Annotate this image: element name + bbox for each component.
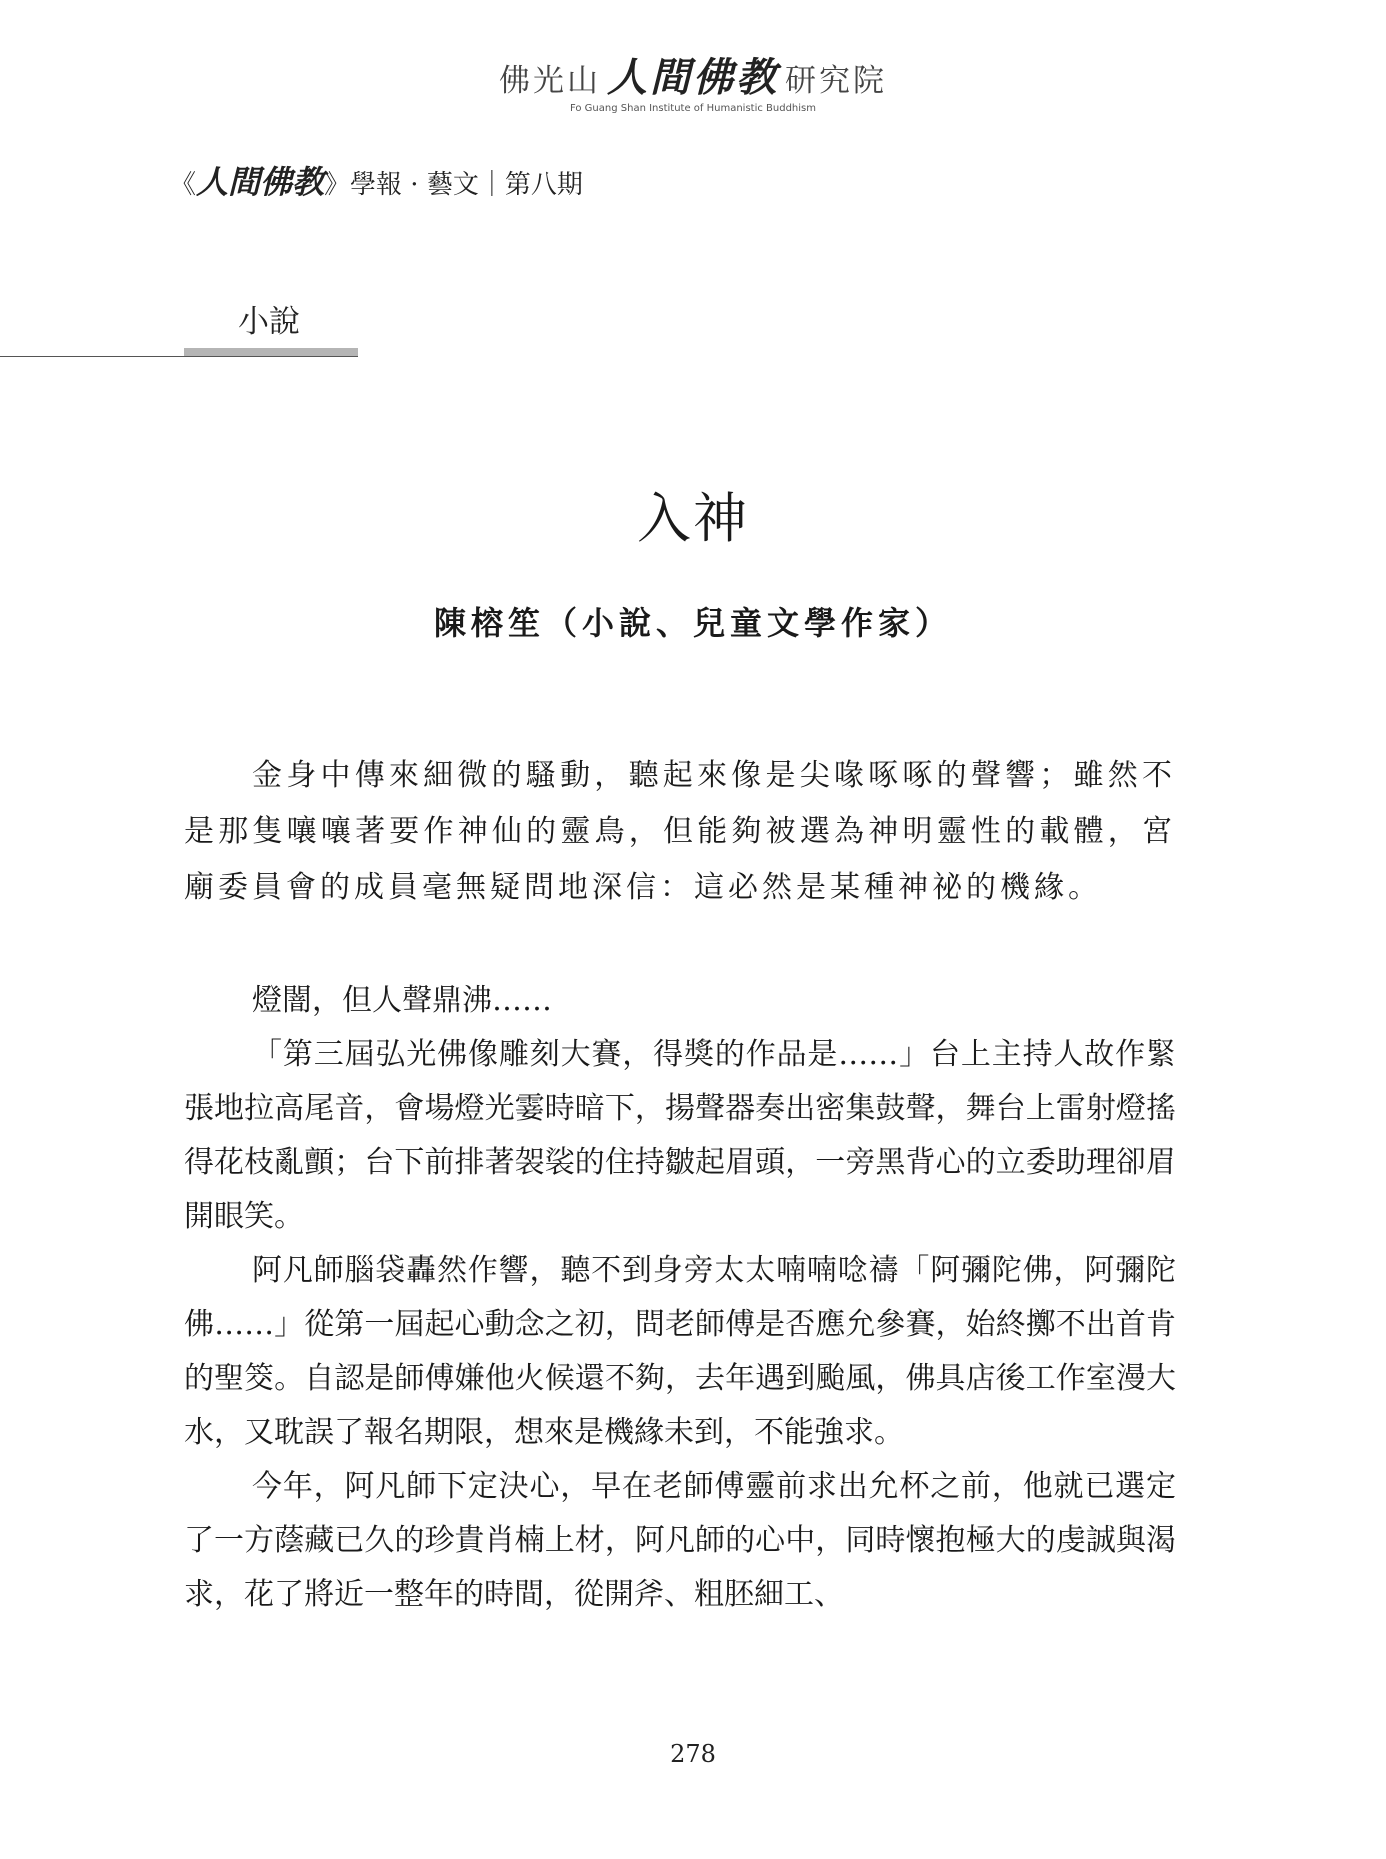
institute-header xyxy=(0,54,1386,114)
journal-issue: 學報 · 藝文｜第八期 xyxy=(350,170,583,200)
body-paragraph: 「第三屆弘光佛像雕刻大賽，得獎的作品是……」台上主持人故作緊張地拉高尾音，會場燈光霎時暗下，揚聲器奏出密集鼓聲，舞台上雷射燈搖得花枝亂顫；台下前排著袈裟的住持皺起眉頭，一旁黑背心的立委助理卻眉開眼笑。 xyxy=(184,1037,1176,1234)
intro-paragraph: 金身中傳來細微的騷動，聽起來像是尖喙啄啄的聲響；雖然不是那隻嚷嚷著要作神仙的靈鳥，但能夠被選為神明靈性的載體，宮廟委員會的成員毫無疑問地深信：這必然是某種神祕的機緣。 xyxy=(184,758,1176,905)
section-divider xyxy=(0,356,358,357)
intro-block xyxy=(184,748,1176,916)
institute-suffix: 研究院 xyxy=(785,63,887,99)
article-author: 陳榕笙（小說、兒童文學作家） xyxy=(433,604,952,642)
journal-close-bracket: 》 xyxy=(324,170,351,200)
journal-open-bracket: 《 xyxy=(170,170,197,200)
body-paragraph: 今年，阿凡師下定決心，早在老師傅靈前求出允杯之前，他就已選定了一方蔭藏已久的珍貴肖楠上材，阿凡師的心中，同時懷抱極大的虔誠與渴求，花了將近一整年的時間，從開斧、粗胚細工、 xyxy=(184,1469,1176,1612)
page-number: 278 xyxy=(670,1740,716,1768)
institute-prefix: 佛光山 xyxy=(499,63,601,99)
institute-english-name: Fo Guang Shan Institute of Humanistic Buddhism xyxy=(569,103,816,114)
journal-brand: 人間佛教 xyxy=(196,163,325,201)
body-block xyxy=(184,974,1176,1622)
article-title: 入神 xyxy=(637,487,749,550)
body-paragraph: 阿凡師腦袋轟然作響，聽不到身旁太太喃喃唸禱「阿彌陀佛，阿彌陀佛……」從第一屆起心動念之初，問老師傅是否應允參賽，始終擲不出首肯的聖筊。自認是師傅嫌他火候還不夠，去年遇到颱風，佛具店後工作室漫大水，又耽誤了報名期限，想來是機緣未到，不能強求。 xyxy=(184,1253,1176,1450)
institute-brand-logo: 人間佛教 xyxy=(607,54,779,101)
institute-name xyxy=(0,54,1386,101)
body-paragraph: 燈闇，但人聲鼎沸…… xyxy=(252,983,552,1018)
section-label: 小說 xyxy=(238,304,300,340)
journal-running-header xyxy=(170,162,583,205)
section-underline-bar xyxy=(184,348,358,356)
